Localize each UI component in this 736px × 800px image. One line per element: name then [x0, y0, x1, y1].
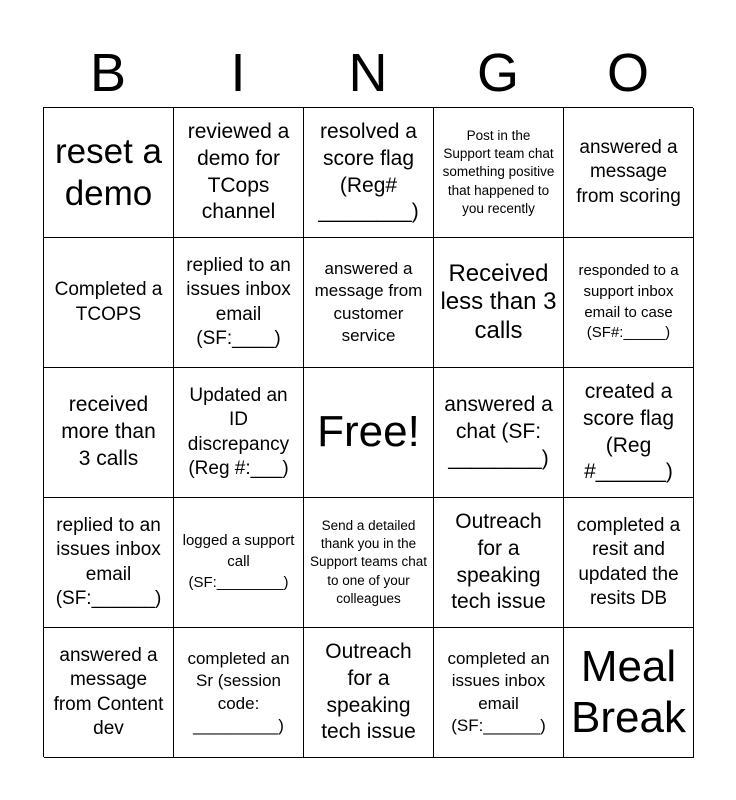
cell-text: completed a resit and updated the resits DB	[576, 514, 681, 609]
cell-text: answered a message from scoring	[576, 137, 681, 207]
cell-text: completed an issues inbox email (SF:______)	[447, 648, 550, 735]
cell-text: Meal Break	[571, 642, 686, 742]
bingo-cell-r3-c5[interactable]	[564, 368, 694, 498]
cell-text: responded to a support inbox email to case (SF#:_____)	[578, 262, 679, 342]
cell-text: resolved a score flag (Reg# ________)	[318, 119, 419, 224]
bingo-cell-r3-c4[interactable]	[434, 368, 564, 498]
bingo-cell-r1-c3[interactable]	[304, 108, 434, 238]
bingo-cell-r4-c1[interactable]	[44, 498, 174, 628]
cell-text: replied to an issues inbox email (SF:____)	[186, 254, 291, 349]
bingo-cell-r5-c5[interactable]	[564, 628, 694, 758]
cell-text: Completed a TCOPS	[54, 279, 163, 325]
bingo-cell-r5-c4[interactable]	[434, 628, 564, 758]
bingo-cell-r2-c5[interactable]	[564, 238, 694, 368]
bingo-cell-r4-c5[interactable]	[564, 498, 694, 628]
bingo-cell-r5-c2[interactable]	[174, 628, 304, 758]
bingo-cell-r5-c3[interactable]	[304, 628, 434, 758]
bingo-cell-r4-c3[interactable]	[304, 498, 434, 628]
cell-text: created a score flag (Reg #______)	[582, 379, 675, 484]
cell-text: answered a message from customer service	[314, 258, 423, 345]
cell-text: Received less than 3 calls	[440, 260, 557, 344]
bingo-cell-r4-c2[interactable]	[174, 498, 304, 628]
cell-text: answered a message from Content dev	[53, 644, 164, 739]
cell-text: Outreach for a speaking tech issue	[321, 639, 416, 744]
bingo-cell-r4-c4[interactable]	[434, 498, 564, 628]
free-space-text: Free!	[317, 407, 420, 457]
cell-text: Send a detailed thank you in the Support teams chat to one of your colleagues	[309, 517, 428, 607]
header-letter-b: B	[89, 43, 127, 103]
bingo-cell-r1-c1[interactable]	[44, 108, 174, 238]
bingo-board	[43, 107, 693, 757]
cell-text: received more than 3 calls	[61, 393, 156, 470]
bingo-cell-r2-c1[interactable]	[44, 238, 174, 368]
cell-text: Updated an ID discrepancy (Reg #:___)	[187, 384, 290, 479]
header-letter-g: G	[476, 43, 519, 103]
cell-text: replied to an issues inbox email (SF:______)	[55, 514, 162, 609]
cell-text: reviewed a demo for TCops channel	[187, 119, 290, 224]
bingo-cell-r3-c2[interactable]	[174, 368, 304, 498]
cell-text: Outreach for a speaking tech issue	[451, 509, 546, 614]
bingo-cell-r1-c5[interactable]	[564, 108, 694, 238]
header-letter-o: O	[606, 43, 649, 103]
bingo-cell-r3-c1[interactable]	[44, 368, 174, 498]
bingo-cell-r2-c3[interactable]	[304, 238, 434, 368]
header-letter-i: I	[230, 43, 246, 103]
bingo-cell-r5-c1[interactable]	[44, 628, 174, 758]
cell-text: logged a support call (SF:________)	[182, 532, 295, 591]
cell-text: completed an Sr (session code: _________)	[187, 648, 290, 735]
bingo-cell-r2-c2[interactable]	[174, 238, 304, 368]
bingo-cell-free[interactable]	[304, 368, 434, 498]
bingo-cell-r1-c2[interactable]	[174, 108, 304, 238]
header-letter-n: N	[348, 43, 388, 103]
cell-text: answered a chat (SF: ________)	[444, 393, 553, 470]
cell-text: Post in the Support team chat something positive that happened to you recently	[442, 127, 555, 217]
bingo-cell-r1-c4[interactable]	[434, 108, 564, 238]
bingo-header	[43, 38, 693, 108]
cell-text: reset a demo	[55, 131, 162, 213]
bingo-cell-r2-c4[interactable]	[434, 238, 564, 368]
